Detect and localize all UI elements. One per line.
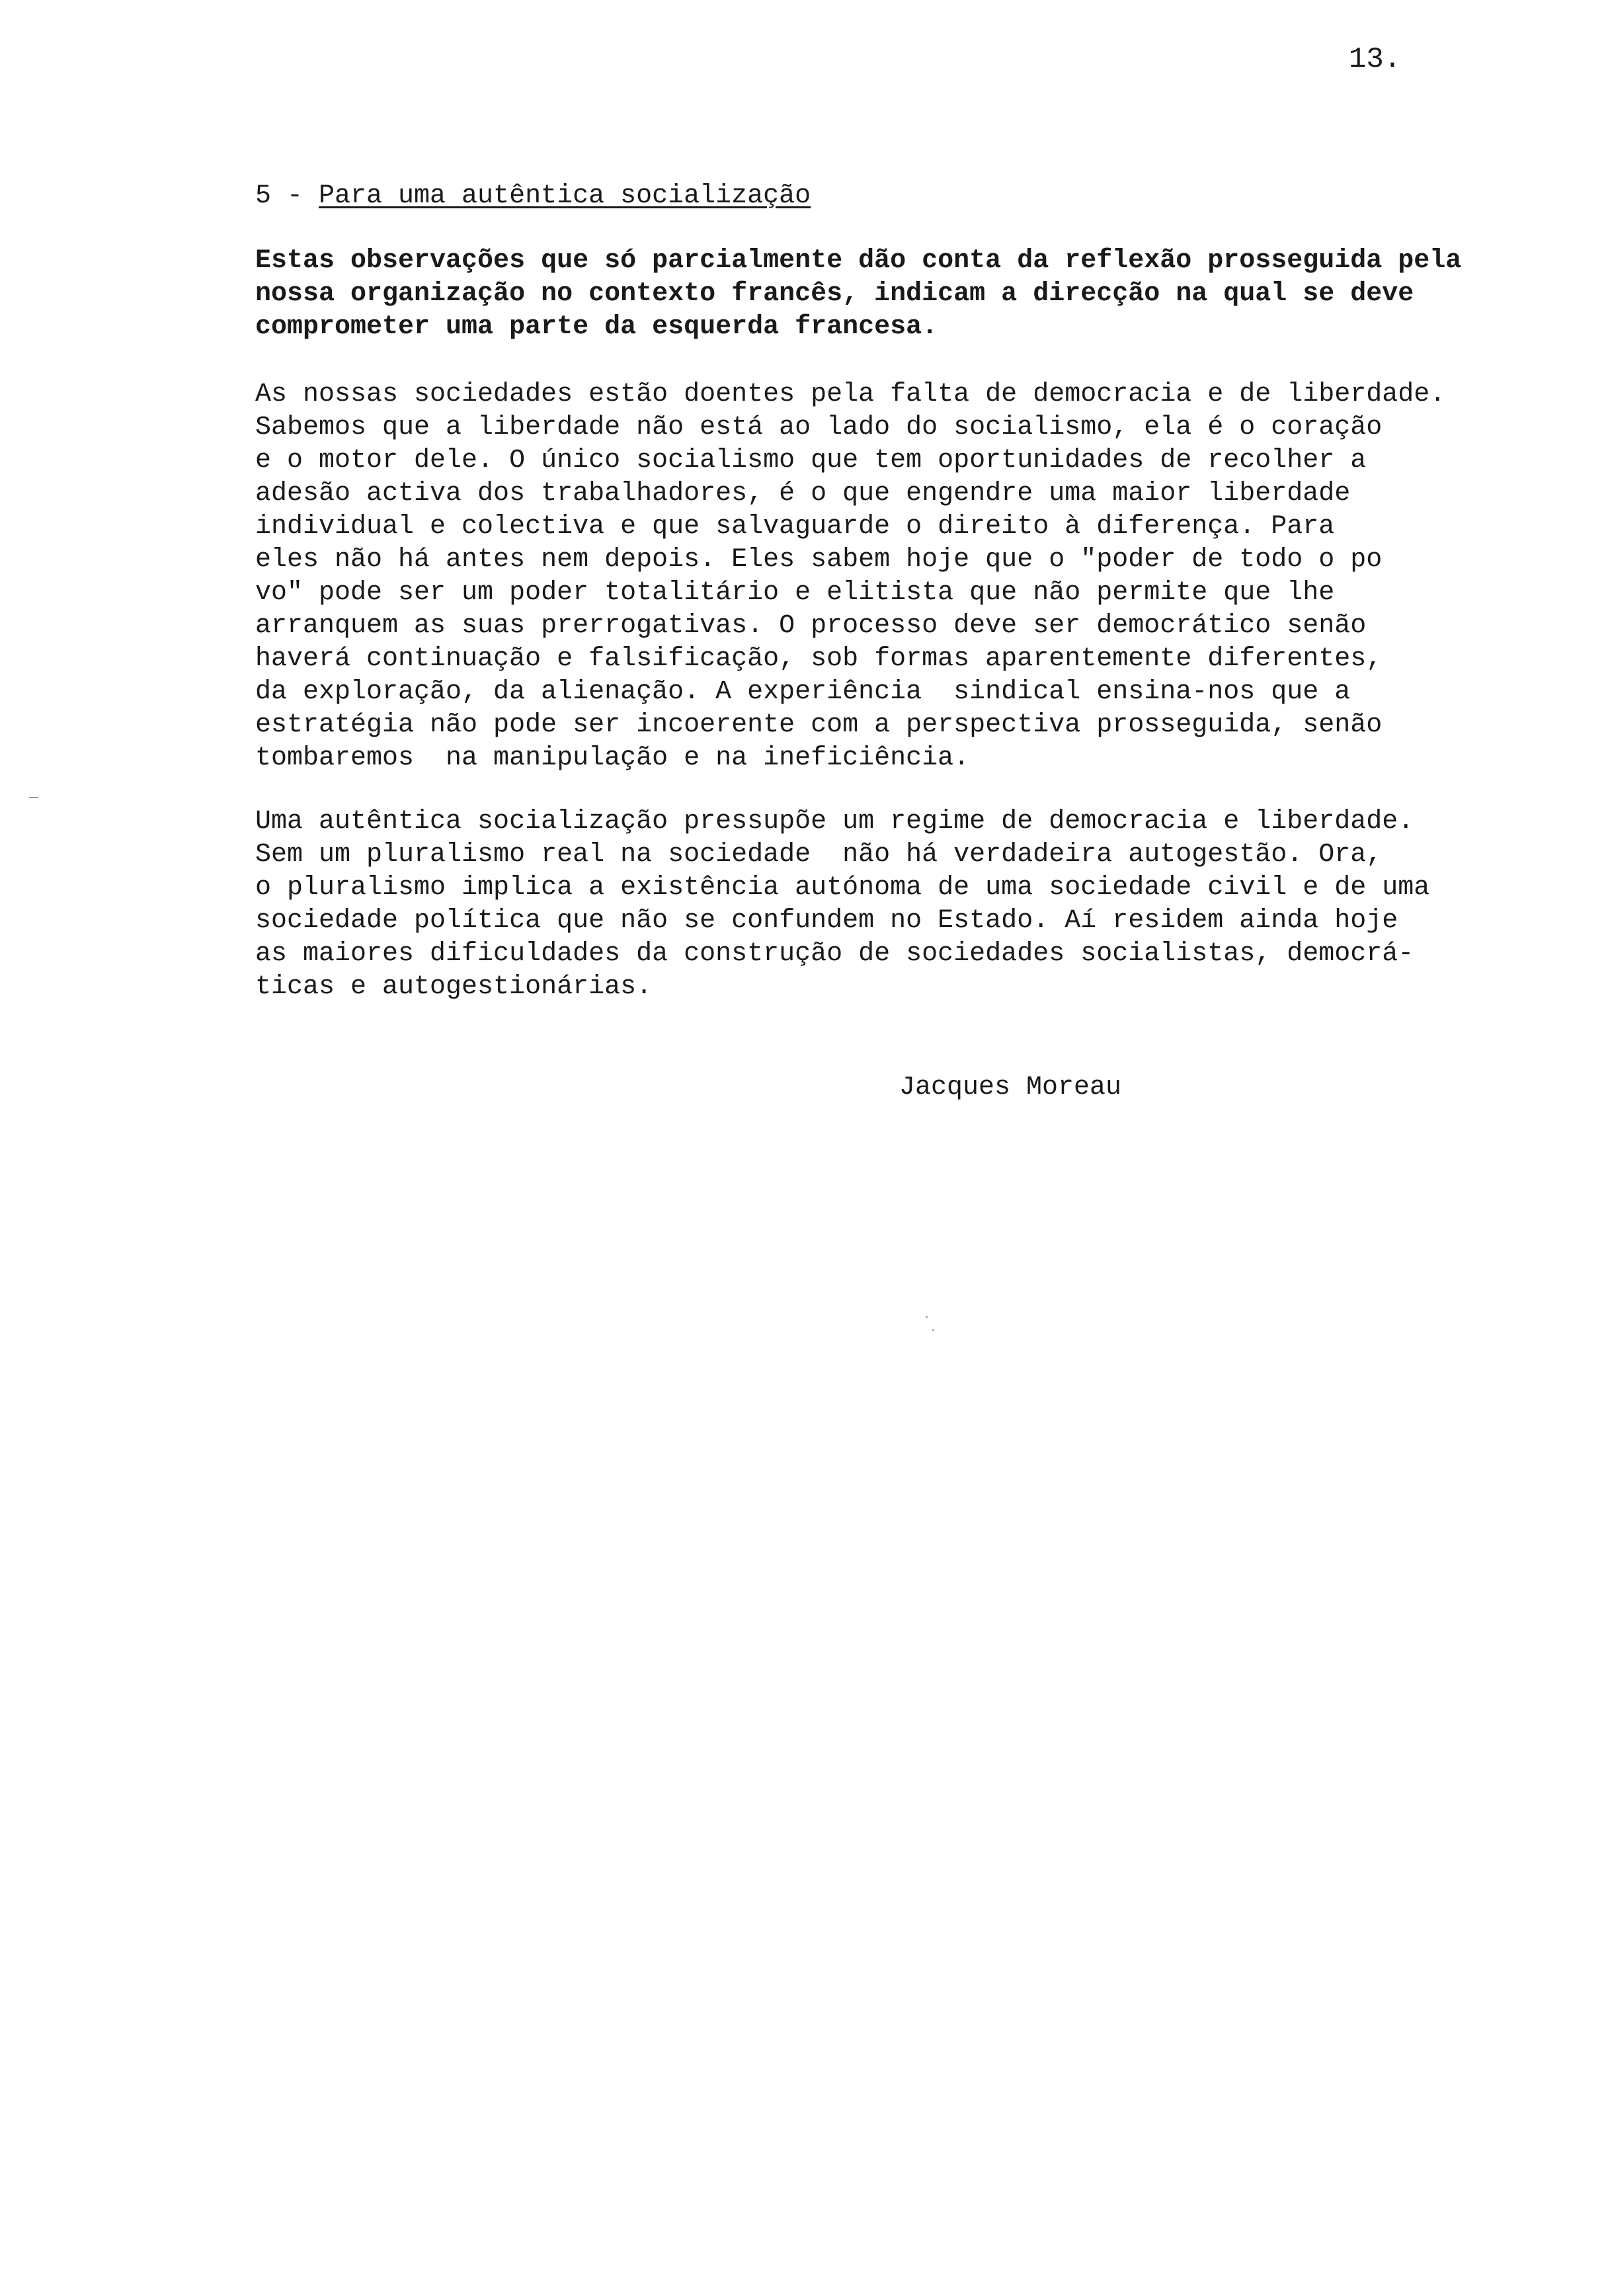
- scan-speck: [29, 797, 38, 798]
- paragraph-line: Estas observações que só parcialmente dão conta da reflexão prosseguida pela: [255, 246, 1462, 276]
- paragraph-line: As nossas sociedades estão doentes pela falta de democracia e de liberdade.: [255, 380, 1446, 409]
- paragraph-line: e o motor dele. O único socialismo que tem oportunidades de recolher a: [255, 446, 1367, 475]
- paragraph-line: nossa organização no contexto francês, indicam a direcção na qual se deve: [255, 279, 1414, 309]
- paragraph-line: tombaremos na manipulação e na ineficiência.: [255, 743, 970, 773]
- paragraph-3: [255, 805, 1564, 1004]
- paragraph-line: ticas e autogestionárias.: [255, 972, 653, 1002]
- paragraph-line: sociedade política que não se confundem no Estado. Aí residem ainda hoje: [255, 906, 1398, 936]
- paragraph-2: [255, 378, 1564, 775]
- paragraph-line: adesão activa dos trabalhadores, é o que engendre uma maior liberdade: [255, 479, 1351, 509]
- page-number: 13.: [1349, 43, 1402, 76]
- paragraph-line: arranquem as suas prerrogativas. O processo deve ser democrático senão: [255, 611, 1367, 641]
- section-heading: [255, 180, 811, 213]
- paragraph-line: haverá continuação e falsificação, sob formas aparentemente diferentes,: [255, 644, 1383, 674]
- paragraph-1: [255, 245, 1564, 344]
- paragraph-line: da exploração, da alienação. A experiência sindical ensina-nos que a: [255, 677, 1351, 707]
- paragraph-line: Sabemos que a liberdade não está ao lado do socialismo, ela é o coração: [255, 413, 1383, 442]
- paragraph-line: comprometer uma parte da esquerda francesa.: [255, 312, 938, 342]
- author-signature: Jacques Moreau: [899, 1073, 1122, 1102]
- paragraph-line: individual e colectiva e que salvaguarde o direito à diferença. Para: [255, 512, 1335, 542]
- section-number: 5 -: [255, 181, 319, 211]
- paragraph-line: estratégia não pode ser incoerente com a perspectiva prosseguida, senão: [255, 710, 1383, 740]
- scan-speck: [932, 1329, 934, 1331]
- paragraph-line: as maiores dificuldades da construção de sociedades socialistas, democrá-: [255, 939, 1414, 969]
- paragraph-line: vo" pode ser um poder totalitário e elitista que não permite que lhe: [255, 578, 1335, 608]
- paragraph-line: eles não há antes nem depois. Eles sabem hoje que o "poder de todo o po: [255, 545, 1383, 575]
- scan-speck: [926, 1316, 928, 1318]
- section-title: Para uma autêntica socialização: [319, 181, 811, 211]
- paragraph-line: o pluralismo implica a existência autónoma de uma sociedade civil e de uma: [255, 873, 1430, 903]
- paragraph-line: Sem um pluralismo real na sociedade não há verdadeira autogestão. Ora,: [255, 840, 1383, 870]
- paragraph-line: Uma autêntica socialização pressupõe um regime de democracia e liberdade.: [255, 807, 1414, 837]
